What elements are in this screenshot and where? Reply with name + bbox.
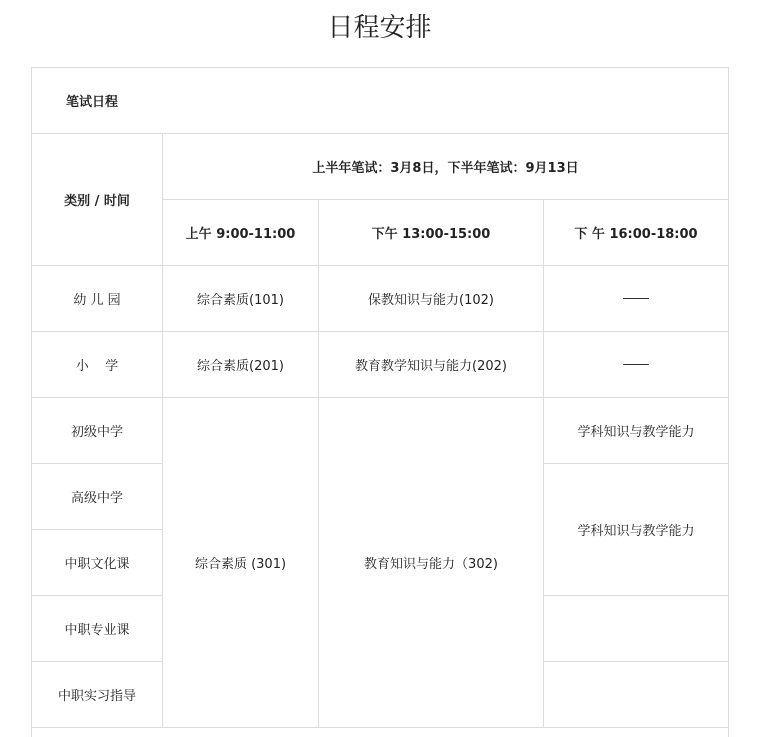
category-cell: 中职专业课 (32, 596, 163, 662)
table-row-kindergarten (32, 266, 729, 332)
session-morning-header: 上午 9:00-11:00 (163, 200, 319, 266)
afternoon-subject-cell: 保教知识与能力(102) (319, 266, 544, 332)
late-afternoon-cell (544, 266, 729, 332)
late-afternoon-subject-cell: 学科知识与教学能力 (544, 464, 729, 596)
section-title-row (32, 68, 729, 134)
morning-subject-cell: 综合素质(201) (163, 332, 319, 398)
category-cell: 中职实习指导 (32, 662, 163, 728)
category-time-header: 类别 / 时间 (32, 134, 163, 266)
exam-schedule-table (31, 67, 729, 737)
exam-dates-header: 上半年笔试：3月8日，下半年笔试：9月13日 (163, 134, 729, 200)
session-afternoon-header: 下午 13:00-15:00 (319, 200, 544, 266)
category-cell: 中职文化课 (32, 530, 163, 596)
empty-dash (623, 364, 649, 365)
empty-dash (623, 298, 649, 299)
late-afternoon-cell (544, 332, 729, 398)
category-cell: 小 学 (32, 332, 163, 398)
table-tail-row (32, 728, 729, 737)
page-title: 日程安排 (0, 8, 759, 48)
afternoon-subject-cell: 教育教学知识与能力(202) (319, 332, 544, 398)
section-title: 笔试日程 (32, 68, 729, 134)
session-late-afternoon-header: 下 午 16:00-18:00 (544, 200, 729, 266)
shared-morning-subject-cell: 综合素质 (301) (163, 398, 319, 728)
table-tail (32, 728, 729, 737)
table-row-junior-middle (32, 398, 729, 464)
category-cell: 幼 儿 园 (32, 266, 163, 332)
exam-dates-row (32, 134, 729, 200)
table-row-primary-school (32, 332, 729, 398)
category-cell: 初级中学 (32, 398, 163, 464)
empty-cell (544, 596, 729, 662)
late-afternoon-subject-cell: 学科知识与教学能力 (544, 398, 729, 464)
morning-subject-cell: 综合素质(101) (163, 266, 319, 332)
shared-afternoon-subject-cell: 教育知识与能力（302) (319, 398, 544, 728)
category-cell: 高级中学 (32, 464, 163, 530)
empty-cell (544, 662, 729, 728)
